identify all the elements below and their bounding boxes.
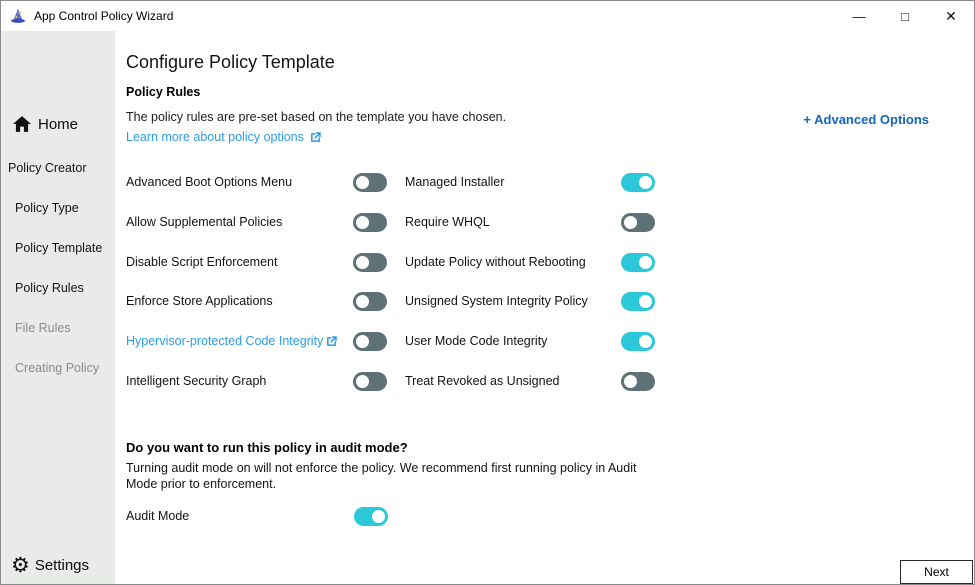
policy-rule-row (126, 292, 846, 311)
sidebar-item-home[interactable] (13, 112, 78, 136)
sidebar-item-creating-policy: Creating Policy (15, 361, 100, 375)
policy-rule-label-advanced-boot-options-menu: Advanced Boot Options Menu (126, 175, 293, 189)
toggle-require-whql[interactable] (621, 213, 655, 232)
sidebar-item-policy-template[interactable]: Policy Template (15, 241, 103, 255)
toggle-knob (639, 256, 652, 269)
policy-rule-label-disable-script-enforcement: Disable Script Enforcement (126, 255, 278, 269)
page-title: Configure Policy Template (126, 52, 335, 72)
sidebar-item-policy-type[interactable]: Policy Type (15, 201, 79, 215)
policy-rules-heading: Policy Rules (126, 85, 201, 99)
policy-rule-label-managed-installer: Managed Installer (405, 175, 505, 189)
toggle-knob (639, 176, 652, 189)
audit-mode-label: Audit Mode (126, 509, 190, 523)
toggle-knob (639, 335, 652, 348)
wizard-hat-app-icon (10, 8, 26, 24)
audit-mode-question: Do you want to run this policy in audit mode? (126, 440, 408, 455)
audit-mode-description: Turning audit mode on will not enforce the policy. We recommend first running policy in Audit Mode prior to enforcement. (126, 461, 637, 491)
close-button[interactable]: ✕ (928, 1, 974, 31)
sidebar-item-file-rules: File Rules (15, 321, 71, 335)
policy-rule-label-update-policy-without-rebooting: Update Policy without Rebooting (405, 255, 586, 269)
policy-rule-row (126, 213, 846, 232)
policy-rule-label-allow-supplemental-policies: Allow Supplemental Policies (126, 215, 283, 229)
toggle-knob (639, 295, 652, 308)
window-title: App Control Policy Wizard (34, 9, 174, 23)
gear-icon: ⚙ (11, 553, 30, 577)
toggle-knob (372, 510, 385, 523)
policy-rule-row (126, 372, 846, 391)
sidebar (1, 31, 115, 584)
policy-rule-label-intelligent-security-graph: Intelligent Security Graph (126, 374, 267, 388)
policy-rule-row (126, 253, 846, 272)
policy-rule-link-hypervisor-protected-code-integrity[interactable]: Hypervisor-protected Code Integrity (126, 332, 338, 351)
sidebar-item-policy-creator[interactable]: Policy Creator (8, 161, 87, 175)
toggle-user-mode-code-integrity[interactable] (621, 332, 655, 351)
policy-rule-label-user-mode-code-integrity: User Mode Code Integrity (405, 334, 548, 348)
sidebar-home-label: Home (38, 115, 79, 133)
policy-rule-label-enforce-store-applications: Enforce Store Applications (126, 294, 273, 308)
policy-rules-grid (126, 1, 846, 401)
toggle-treat-revoked-as-unsigned[interactable] (621, 372, 655, 391)
policy-rule-label-unsigned-system-integrity-policy: Unsigned System Integrity Policy (405, 294, 588, 308)
toggle-knob (624, 216, 637, 229)
maximize-button[interactable]: □ (882, 1, 928, 31)
sidebar-settings-label: Settings (34, 556, 90, 574)
toggle-audit-mode[interactable] (354, 507, 388, 526)
policy-rules-description: The policy rules are pre-set based on the template you have chosen. (126, 110, 507, 124)
minimize-button[interactable]: — (836, 1, 882, 31)
policy-rule-row (126, 173, 846, 192)
toggle-managed-installer[interactable] (621, 173, 655, 192)
policy-rule-label-treat-revoked-as-unsigned: Treat Revoked as Unsigned (405, 374, 560, 388)
policy-rule-label-require-whql: Require WHQL (405, 215, 490, 229)
window-controls (836, 1, 974, 31)
policy-rule-row (126, 332, 846, 351)
sidebar-item-settings[interactable] (11, 553, 89, 577)
home-icon (13, 116, 31, 132)
learn-more-label: Learn more about policy options (126, 130, 304, 144)
toggle-unsigned-system-integrity-policy[interactable] (621, 292, 655, 311)
sidebar-item-policy-rules[interactable]: Policy Rules (15, 281, 84, 295)
toggle-knob (624, 375, 637, 388)
next-button[interactable]: Next (900, 560, 973, 584)
advanced-options-link[interactable]: + Advanced Options (803, 112, 929, 127)
toggle-update-policy-without-rebooting[interactable] (621, 253, 655, 272)
